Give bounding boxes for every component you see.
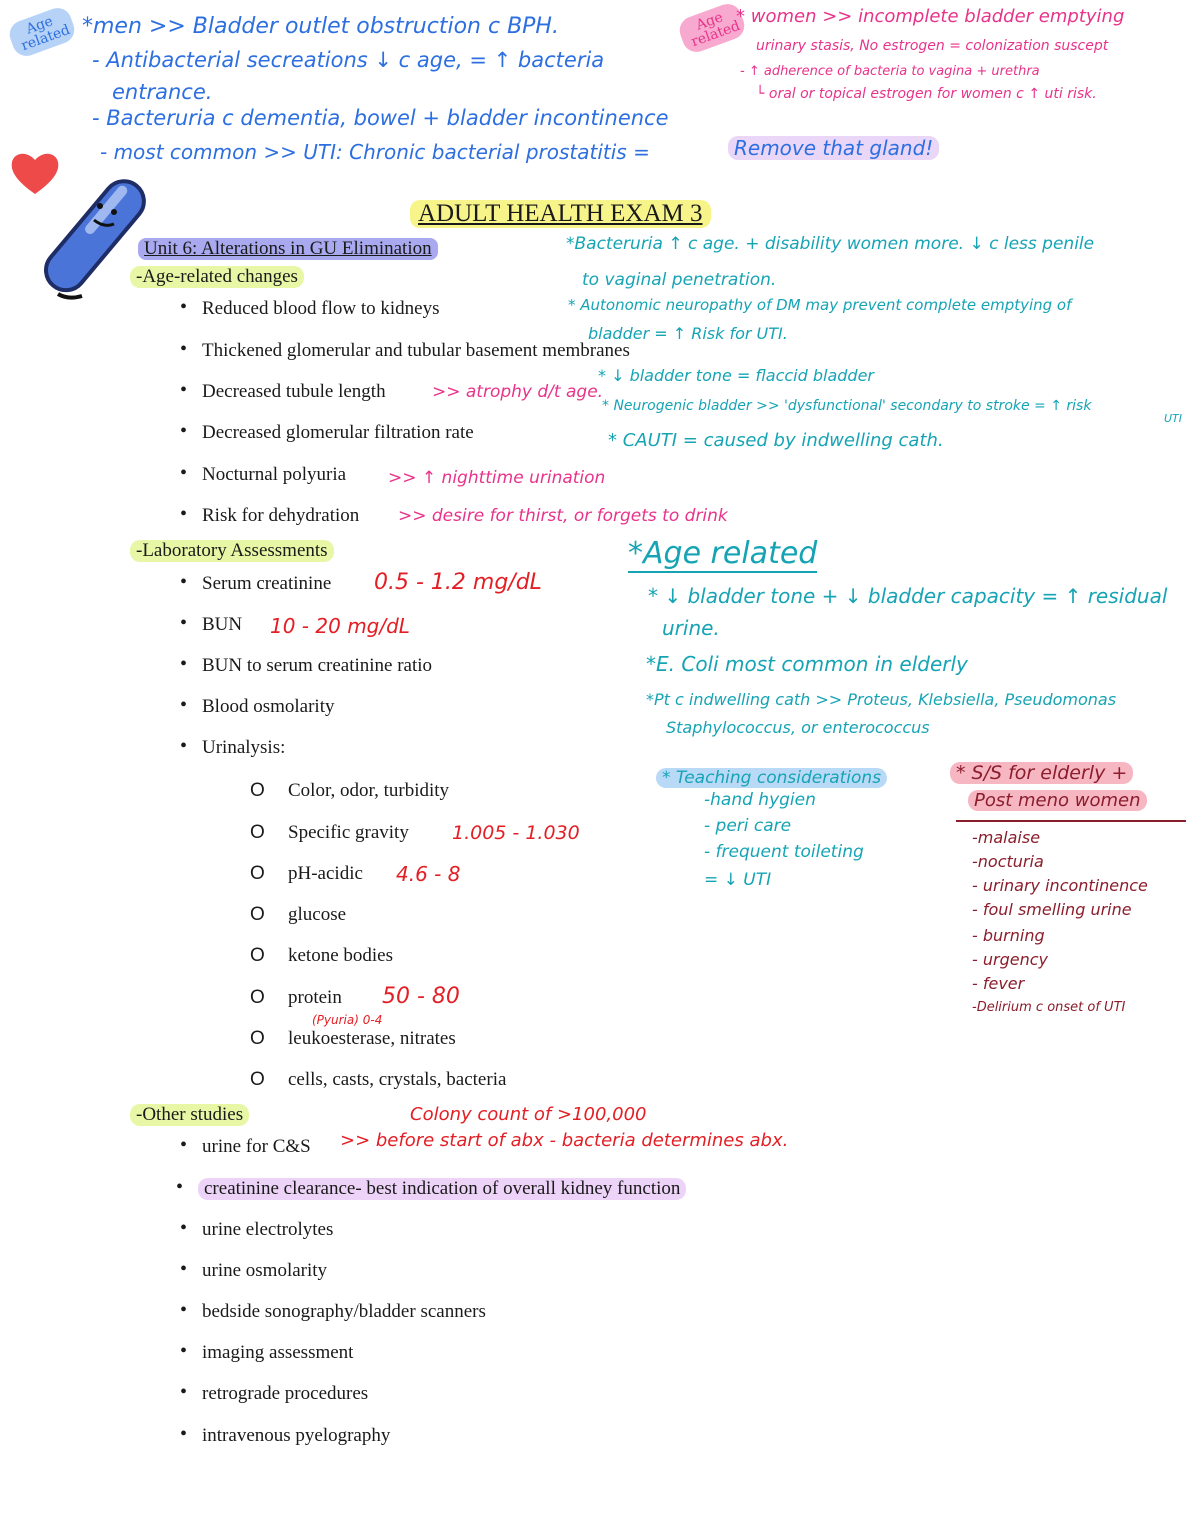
age-related-badge-right: Age related xyxy=(676,0,748,56)
teaching-item: - peri care xyxy=(704,816,792,836)
teaching-item: - frequent toileting xyxy=(704,842,864,862)
unit-heading: Unit 6: Alterations in GU Elimination xyxy=(138,238,438,260)
teal-note-5: * ↓ bladder tone = flaccid bladder xyxy=(598,366,874,385)
list-item: • urine electrolytes xyxy=(202,1219,333,1241)
ss-heading-2: Post meno women xyxy=(968,790,1147,811)
pyuria-note: (Pyuria) 0-4 xyxy=(312,1013,383,1027)
remove-gland-note: Remove that gland! xyxy=(728,136,939,160)
ss-item: - urinary incontinence xyxy=(972,876,1148,895)
age-related-note-5: Staphylococcus, or enterococcus xyxy=(666,718,930,737)
ss-item: -malaise xyxy=(972,828,1041,847)
ss-item: -Delirium c onset of UTI xyxy=(972,1000,1126,1015)
men-note-line-2: - Antibacterial secreations ↓ c age, = ↑ bacteria xyxy=(92,48,605,72)
ss-item: - fever xyxy=(972,974,1025,993)
list-item: • Blood osmolarity xyxy=(202,696,334,718)
list-item: • urine for C&S xyxy=(202,1136,311,1158)
age-related-note-2: urine. xyxy=(662,616,720,640)
list-item: • Decreased glomerular filtration rate xyxy=(202,422,474,444)
colony-count-note: Colony count of >100,000 xyxy=(410,1104,647,1125)
list-item: • retrograde procedures xyxy=(202,1383,368,1405)
men-note-line-3: entrance. xyxy=(112,80,213,104)
age-related-note-1: * ↓ bladder tone + ↓ bladder capacity = ↑ residual xyxy=(648,584,1168,608)
teaching-item: = ↓ UTI xyxy=(704,870,772,890)
list-item: • Serum creatinine xyxy=(202,573,331,595)
protein-range: 50 - 80 xyxy=(382,984,460,1009)
list-item: • Urinalysis: xyxy=(202,737,285,759)
ph-range: 4.6 - 8 xyxy=(396,862,461,886)
women-note-line-1: * women >> incomplete bladder emptying xyxy=(736,6,1125,27)
urinalysis-item: O leukoesterase, nitrates xyxy=(288,1028,456,1050)
ss-item: - foul smelling urine xyxy=(972,900,1132,919)
ss-item: - burning xyxy=(972,926,1045,945)
specific-gravity-range: 1.005 - 1.030 xyxy=(452,822,580,844)
men-note-line-1: *men >> Bladder outlet obstruction c BPH. xyxy=(82,14,559,39)
teal-note-3: * Autonomic neuropathy of DM may prevent complete emptying of xyxy=(568,296,1072,314)
teal-note-8: * CAUTI = caused by indwelling cath. xyxy=(608,430,944,451)
urinalysis-item: O protein xyxy=(288,987,342,1009)
teal-note-4: bladder = ↑ Risk for UTI. xyxy=(588,324,788,343)
list-item: • BUN to serum creatinine ratio xyxy=(202,655,432,677)
list-item: • Reduced blood flow to kidneys xyxy=(202,298,439,320)
list-item: • BUN xyxy=(202,614,242,636)
annotation-dehydration: >> desire for thirst, or forgets to drink xyxy=(398,506,728,526)
urinalysis-item: O pH-acidic xyxy=(288,863,363,885)
urinalysis-item: O Color, odor, turbidity xyxy=(288,780,449,802)
teaching-heading: * Teaching considerations xyxy=(656,768,887,788)
teal-note-1: *Bacteruria ↑ c age. + disability women more. ↓ c less penile xyxy=(566,234,1095,254)
teal-note-2: to vaginal penetration. xyxy=(582,270,777,290)
annotation-tubule: >> atrophy d/t age. xyxy=(432,382,604,402)
section-heading-other: -Other studies xyxy=(130,1104,249,1126)
annotation-nocturnal: >> ↑ nighttime urination xyxy=(388,468,606,488)
bun-range: 10 - 20 mg/dL xyxy=(270,614,410,638)
cs-note: >> before start of abx - bacteria determines abx. xyxy=(340,1130,789,1151)
list-item: • imaging assessment xyxy=(202,1342,353,1364)
women-note-line-3: - ↑ adherence of bacteria to vagina + urethra xyxy=(740,64,1040,79)
list-item: • Decreased tubule length xyxy=(202,381,386,403)
list-item: • Thickened glomerular and tubular basement membranes xyxy=(202,340,630,362)
teal-note-6: * Neurogenic bladder >> 'dysfunctional' secondary to stroke = ↑ risk xyxy=(602,398,1092,414)
ss-item: -nocturia xyxy=(972,852,1044,871)
ss-heading-1: * S/S for elderly + xyxy=(950,762,1133,784)
page-title: ADULT HEALTH EXAM 3 xyxy=(410,200,711,228)
list-item: • intravenous pyelography xyxy=(202,1425,390,1447)
age-related-note-4: *Pt c indwelling cath >> Proteus, Klebsiella, Pseudomonas xyxy=(646,690,1117,709)
list-item: • urine osmolarity xyxy=(202,1260,327,1282)
age-related-badge-left: Age related xyxy=(6,4,78,60)
women-note-line-2: urinary stasis, No estrogen = colonization suscept xyxy=(756,38,1109,54)
ss-item: - urgency xyxy=(972,950,1048,969)
urinalysis-item: O glucose xyxy=(288,904,346,926)
list-item: • Risk for dehydration xyxy=(202,505,359,527)
age-related-note-3: *E. Coli most common in elderly xyxy=(646,652,968,676)
ss-divider xyxy=(956,820,1186,822)
pill-sticker-icon xyxy=(38,168,148,308)
creatinine-range: 0.5 - 1.2 mg/dL xyxy=(374,570,542,595)
urinalysis-item: O cells, casts, crystals, bacteria xyxy=(288,1069,506,1091)
list-item-highlighted: • creatinine clearance- best indication of overall kidney function xyxy=(198,1178,686,1200)
urinalysis-item: O Specific gravity xyxy=(288,822,409,844)
section-heading-age-related: -Age-related changes xyxy=(130,266,304,288)
urinalysis-item: O ketone bodies xyxy=(288,945,393,967)
men-note-line-5: - most common >> UTI: Chronic bacterial prostatitis = xyxy=(100,140,650,164)
list-item: • bedside sonography/bladder scanners xyxy=(202,1301,486,1323)
women-note-line-4: └ oral or topical estrogen for women c ↑ uti risk. xyxy=(756,86,1097,102)
teaching-item: -hand hygien xyxy=(704,790,816,810)
section-heading-lab: -Laboratory Assessments xyxy=(130,540,334,562)
men-note-line-4: - Bacteruria c dementia, bowel + bladder incontinence xyxy=(92,106,669,130)
teal-note-7: UTI xyxy=(1164,412,1183,425)
list-item: • Nocturnal polyuria xyxy=(202,464,346,486)
age-related-heading: *Age related xyxy=(628,536,818,571)
